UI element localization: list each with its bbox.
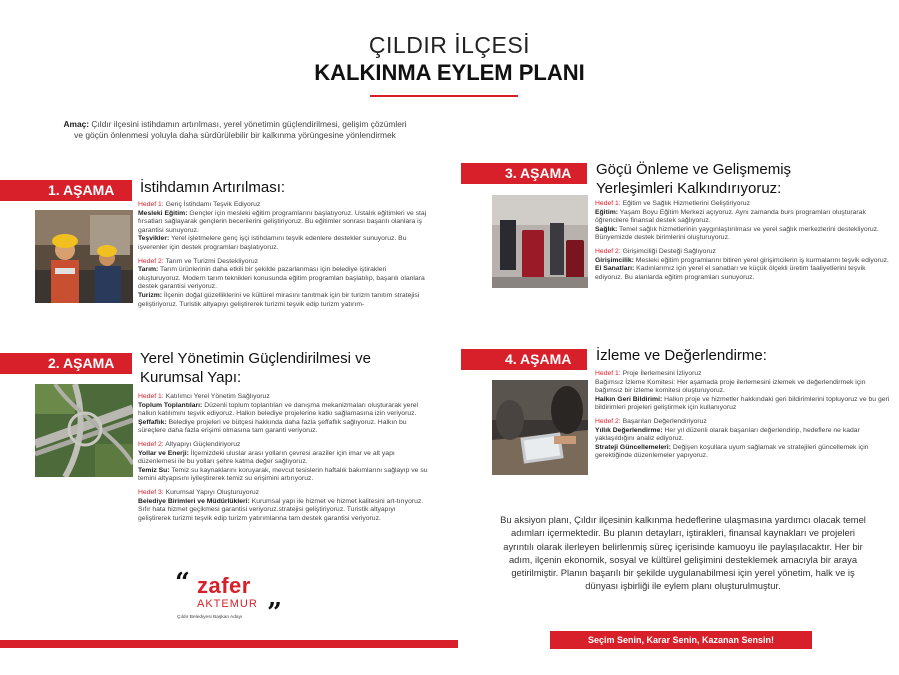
phase2-goal2 xyxy=(138,441,428,484)
goal-label: Hedef 1: xyxy=(595,200,621,207)
highway-interchange-photo xyxy=(35,384,133,477)
phase4-heading xyxy=(596,346,886,365)
goal-item-term: Tarım: xyxy=(138,266,159,274)
goal-label: Hedef 1: xyxy=(138,201,164,208)
goal-item-term: Toplum Toplantıları: xyxy=(138,401,203,409)
phase2-heading-line2: Kurumsal Yapı: xyxy=(140,369,242,386)
phase4-goal2 xyxy=(595,418,890,461)
goal-item-term: Temiz Su: xyxy=(138,466,170,474)
page-title-line1: ÇILDIR İLÇESİ xyxy=(368,32,531,58)
goal-item-term: Halkın Geri Bildirimi: xyxy=(595,395,663,403)
goal-item-term: Teşvikler: xyxy=(138,235,170,243)
goal-item-text: Bağımsız İzleme Komitesi: Her aşamada proje ilerlemesini izlemek ve değerlendirmek için bağımsız bir izleme komitesi oluşturuyoruz. xyxy=(595,378,866,395)
closing-paragraph: Bu aksiyon planı, Çıldır ilçesinin kalkınma hedeflerine ulaşmasına yardımcı olacak temel adımları içermektedir. Bu planın detayları, iştirakleri, finansal kaynakları ve projeleri ayrıntılı olarak ilerleyen belirlenmiş süreç içerisinde kamuoyu ile paylaşılacaktır. Her bir adım, ilçenin ekonomik, sosyal ve kültürel gelişimini desteklemek amacıyla bir araya getirilmiştir. Planın başarılı bir şekilde uygulanabilmesi için yerel yönetim, halk ve iş dünyası işbirliği ile eylem planı oluşturulmuştur. xyxy=(500,514,866,592)
goal-item-text: Yaşam Boyu Eğitim Merkezi açıyoruz. Aynı zamanda burs programları oluşturarak öğrencilere finansal destek sağlıyoruz. xyxy=(595,208,866,225)
goal-title: Tarım ve Turizmi Destekliyoruz xyxy=(163,257,258,265)
goal-label: Hedef 2: xyxy=(595,247,621,255)
phase2-heading xyxy=(140,349,440,387)
phase1-badge xyxy=(0,180,132,201)
goal-item-text: Mesleki eğitim programlarını bitiren yerel girişimcilerin iş kurmalarını teşvik ediyoruz. xyxy=(633,256,889,264)
phase3-goal2 xyxy=(595,248,890,282)
slogan-banner: Seçim Senin, Karar Senin, Kazanan Sensin! xyxy=(550,631,812,649)
goal-title: Kurumsal Yapıyı Oluşturuyoruz xyxy=(163,488,260,496)
phase4-badge-label: 4. AŞAMA xyxy=(505,351,572,367)
goal-item-text: İlçemizdeki uluslar arası yolların çevresi araziler için imar ve alt yapı düzenlemesi ile bu yolları şehre katma değer sağlıyoruz. xyxy=(138,449,395,466)
phase2-heading-line1: Yerel Yönetimin Güçlendirilmesi ve xyxy=(140,350,371,367)
phase2-goal1 xyxy=(138,393,428,436)
goal-item-text: Yerel işletmelere genç işçi istihdamını teşvik edenlere destekler sunuyoruz. Bu işverenler için destek programları başlatıyoruz. xyxy=(138,235,407,251)
phase1-heading xyxy=(140,178,440,197)
goal-item-term: Sağlık: xyxy=(595,225,618,233)
phase4-heading-line1: İzleme ve Değerlendirme: xyxy=(596,347,767,364)
business-meeting-photo xyxy=(492,380,588,475)
goal-item-term: Strateji Güncellemeleri: xyxy=(595,443,671,451)
phase2-badge xyxy=(0,353,132,374)
goal-item-term: Yıllık Değerlendirme: xyxy=(595,426,663,434)
goal-item-text: Temel sağlık hizmetlerinin yaygınlaştırılması ve yerel sağlık merkezlerini destekliyoruz. Bünyemizde destek birimlerini oluşturuyoruz. xyxy=(595,225,879,242)
candidate-signature xyxy=(175,570,285,628)
purpose-label: Amaç: xyxy=(63,119,90,129)
purpose-text-line1: Çıldır ilçesini istihdamın artırılması, yerel yönetimin güçlendirilmesi, gelişim çözümleri xyxy=(89,119,407,129)
signature-last-name: AKTEMUR xyxy=(197,598,258,610)
goal-item-term: Girişimcilik: xyxy=(595,256,634,264)
phase1-goal1 xyxy=(138,201,428,253)
goal-item-term: Eğitim: xyxy=(595,208,619,216)
goal-label: Hedef 2: xyxy=(138,257,164,265)
goal-title: Girişimciliği Desteği Sağlıyoruz xyxy=(620,247,716,255)
goal-item-text: Temiz su kaynaklarını koruyarak, mevcut tesislerin haftalık bakımlarını sağlayıp ve su temini altyapısını iyileştirerek temiz su erişimini artırıyoruz. xyxy=(138,466,428,483)
goal-item-text: Kadınlarımız için yerel el sanatları ve küçük ölçekli üretim faaliyetlerini teşvik ediyoruz. Bu alanlarda eğitim programları sunuyoruz. xyxy=(595,265,866,281)
goal-title: Başarıları Değerlendiriyoruz xyxy=(620,417,707,425)
phase3-heading xyxy=(596,160,886,198)
phase1-heading-line1: İstihdamın Artırılması: xyxy=(140,179,286,196)
goal-item-text: Her yıl düzenli olarak başarıları değerlendirip, hedeflere ne kadar yaklaşıldığını analiz ediyoruz. xyxy=(595,426,860,443)
goal-title: Katılımcı Yerel Yönetim Sağlıyoruz xyxy=(163,393,270,400)
goal-label: Hedef 2: xyxy=(138,440,164,448)
goal-item-term: Belediye Birimleri ve Müdürlükleri: xyxy=(138,497,250,505)
goal-item-text: Kurumsal yapı ile hizmet ve hizmet kalitesini art-tırıyoruz. Sıfır hata hizmet geçikmesi garantisi veriyoruz.stratejisi geliştiriyoruz. Turistik altyapıyı geliştirerek turizmi teşvik edip turizm yatırımlarına tam destek garantisi veriyoruz. xyxy=(138,497,424,522)
signature-first-name: zafer xyxy=(197,573,251,598)
goal-item-term: Turizm: xyxy=(138,291,163,299)
open-quote: “ xyxy=(175,568,190,598)
phase1-goal2 xyxy=(138,258,428,310)
purpose-text-line2: ve göçün önlenmesi yoluyla daha sürdürülebilir bir kalkınma yörüngesine yönlendirmek xyxy=(74,130,396,140)
phase4-goals xyxy=(595,370,890,466)
phase3-badge xyxy=(461,163,587,184)
goal-title: Altyapıyı Güçlendiriyoruz xyxy=(163,440,241,448)
phase3-goal1 xyxy=(595,200,890,243)
industrial-workers-photo xyxy=(35,210,133,303)
goal-item-text: Değişen koşullara uyum sağlamak ve stratejileri güncellemek için gerektiğinde düzenlemeler yapıyoruz. xyxy=(595,443,869,460)
phase4-goal1 xyxy=(595,370,890,413)
phase3-heading-line2: Yerleşimleri Kalkındırıyoruz: xyxy=(596,180,782,197)
phase1-badge-label: 1. AŞAMA xyxy=(48,182,115,198)
goal-item-text: Halkın proje ve hizmetler hakkındaki geri bildirimlerini topluyoruz ve bu geri bildirimleri projeleri geliştirmek için kullanıyoruz xyxy=(595,395,890,412)
page-title-line2: KALKINMA EYLEM PLANI xyxy=(314,60,585,85)
goal-item-text: Belediye projeleri ve bütçesi hakkında daha fazla şeffaflık sağlıyoruz. Halkın bu süreçlere daha fazla erişimi olmasına tam garanti veriyoruz. xyxy=(138,418,407,435)
phase3-goals xyxy=(595,200,890,287)
luggage-travelers-photo xyxy=(492,195,588,288)
phase1-goals xyxy=(138,201,428,314)
goal-item-text: Gençler için mesleki eğitim programlarını başlatıyoruz. Ustalık eğitimleri ve staj fırsatları sağlayarak gençlerin becerilerini geliştiriyoruz. Bu eğitimler sonrası başarılı olanlara iş garantisi sunuyoruz. xyxy=(138,209,427,234)
goal-title: Eğitim ve Sağlık Hizmetlerini Geliştiriyoruz xyxy=(620,200,750,207)
goal-item-text: İlçenin doğal güzelliklerini ve kültürel mirasını tanıtmak için bir turizm tanıtım stratejisi geliştiriyoruz. Turistik altyapıyı geliştirerek turizmi teşvik edip turizm yatırım- xyxy=(138,291,420,308)
purpose-statement xyxy=(30,119,440,141)
goal-item-term: Mesleki Eğitim: xyxy=(138,209,188,217)
goal-title: Proje İlerlemesini İzliyoruz xyxy=(620,370,702,377)
phase4-badge xyxy=(461,349,587,370)
close-quote: ” xyxy=(267,598,282,628)
goal-label: Hedef 1: xyxy=(595,370,621,377)
title-divider xyxy=(370,95,518,97)
goal-item-term: Yollar ve Enerji: xyxy=(138,449,189,457)
phase2-goals xyxy=(138,393,428,528)
goal-item-term: El Sanatları: xyxy=(595,265,635,273)
bottom-red-bar xyxy=(0,640,458,648)
goal-item-text: Tarım ürünlerinin daha etkili bir şekilde pazarlanması için belediye iştirakleri oluşturuyoruz. Modern tarım teknikleri konusunda eğitim programları başlatılıp, başarılı olanlara destek garantisi veriyoruz. xyxy=(138,266,425,291)
signature-role: Çıldır Belediyesi Başkan Adayı xyxy=(177,615,243,620)
goal-item-term: Şeffaflık: xyxy=(138,418,167,426)
goal-item-text: Düzenli toplum toplantıları ve danışma mekanizmaları oluşturarak yerel halkın katılımını teşvik ediyoruz. Halkın belediye projelerine katkı sağlamasına izin veriyoruz. xyxy=(138,401,419,418)
phase3-badge-label: 3. AŞAMA xyxy=(505,165,572,181)
goal-label: Hedef 2: xyxy=(595,417,621,425)
phase3-heading-line1: Göçü Önleme ve Gelişmemiş xyxy=(596,161,792,178)
goal-label: Hedef 3: xyxy=(138,488,164,496)
phase2-goal3 xyxy=(138,489,428,523)
goal-label: Hedef 1: xyxy=(138,393,164,400)
phase2-badge-label: 2. AŞAMA xyxy=(48,355,115,371)
goal-title: Genç İstihdamı Teşvik Ediyoruz xyxy=(163,201,261,208)
